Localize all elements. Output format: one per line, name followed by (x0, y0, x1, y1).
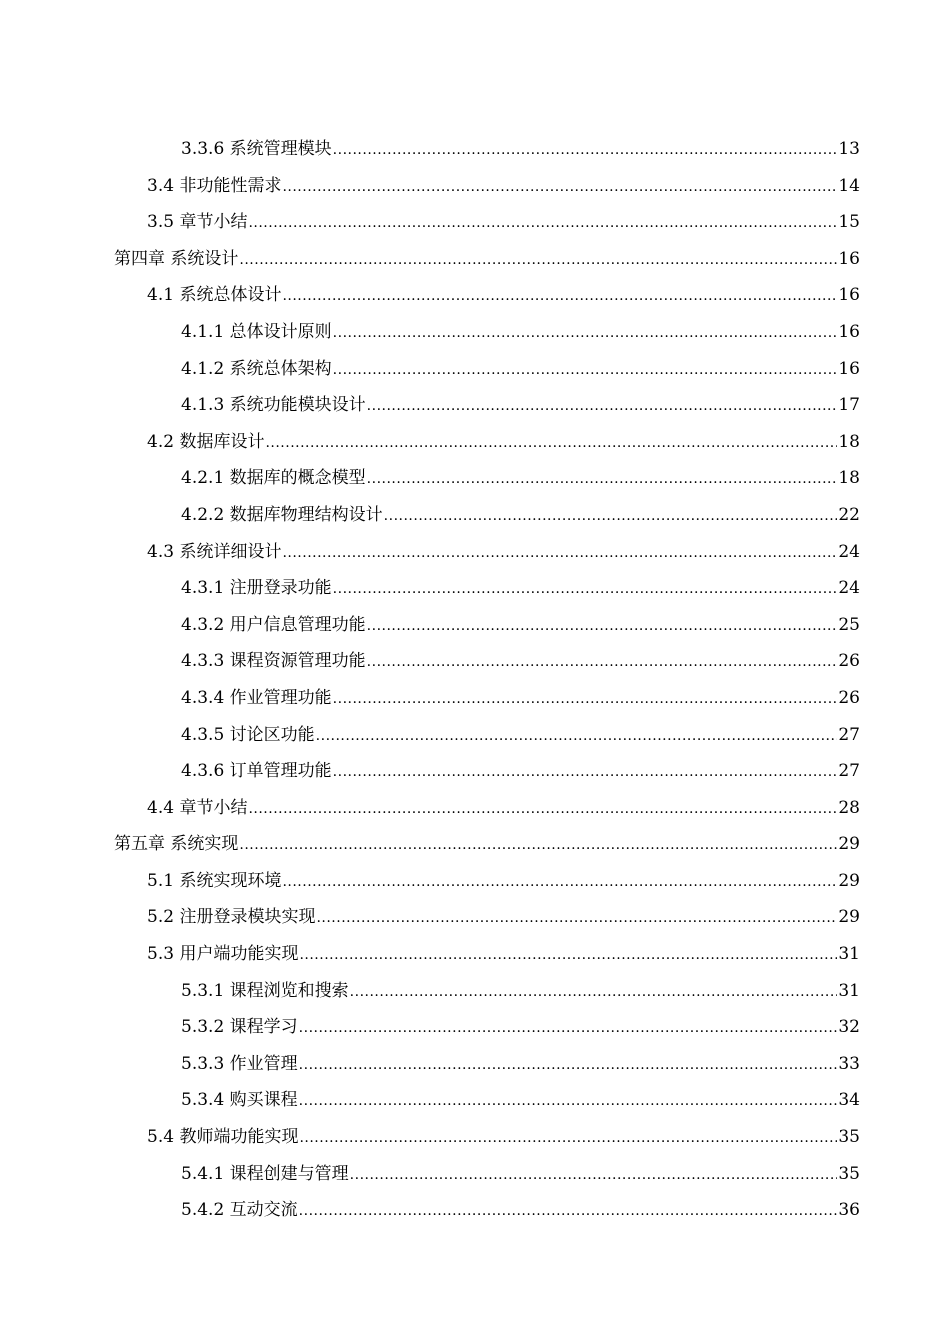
toc-entry[interactable] (114, 241, 860, 278)
toc-entry-title: 5.2 注册登录模块实现 (147, 907, 316, 928)
toc-dot-leader (248, 791, 837, 828)
toc-entry-page-number: 16 (838, 321, 860, 342)
toc-entry[interactable] (114, 351, 860, 388)
toc-entry-title: 第四章 系统设计 (114, 248, 239, 269)
toc-entry-title: 5.3.3 作业管理 (181, 1053, 298, 1074)
toc-entry[interactable] (114, 387, 860, 424)
toc-entry-title: 4.3 系统详细设计 (147, 541, 282, 562)
toc-entry-title: 4.2 数据库设计 (147, 431, 265, 452)
toc-dot-leader (299, 1010, 838, 1047)
toc-entry-title: 4.3.2 用户信息管理功能 (181, 614, 366, 635)
toc-entry-page-number: 24 (838, 578, 860, 599)
toc-entry[interactable] (114, 643, 860, 680)
toc-dot-leader (367, 461, 838, 498)
toc-entry-page-number: 14 (838, 175, 860, 196)
toc-entry-title: 5.4.2 互动交流 (181, 1200, 298, 1221)
toc-entry[interactable] (114, 1119, 860, 1156)
toc-dot-leader (282, 864, 837, 901)
toc-entry[interactable] (114, 204, 860, 241)
toc-entry-title: 4.2.2 数据库物理结构设计 (181, 504, 383, 525)
toc-entry[interactable] (114, 753, 860, 790)
toc-entry-page-number: 24 (838, 541, 860, 562)
toc-entry-page-number: 31 (838, 944, 860, 965)
table-of-contents (114, 131, 860, 1229)
toc-entry[interactable] (114, 534, 860, 571)
toc-entry-page-number: 18 (838, 431, 860, 452)
toc-entry-page-number: 32 (838, 1017, 860, 1038)
toc-dot-leader (239, 827, 837, 864)
toc-entry-title: 5.3.1 课程浏览和搜索 (181, 980, 349, 1001)
toc-entry-title: 4.3.3 课程资源管理功能 (181, 651, 366, 672)
toc-entry[interactable] (114, 570, 860, 607)
toc-dot-leader (299, 1083, 838, 1120)
toc-entry-title: 4.1.2 系统总体架构 (181, 358, 332, 379)
toc-entry[interactable] (114, 131, 860, 168)
toc-entry-page-number: 26 (838, 651, 860, 672)
toc-entry[interactable] (114, 826, 860, 863)
toc-entry-title: 5.4 教师端功能实现 (147, 1127, 299, 1148)
toc-entry[interactable] (114, 899, 860, 936)
toc-dot-leader (333, 681, 838, 718)
toc-entry-page-number: 18 (838, 468, 860, 489)
toc-entry[interactable] (114, 1156, 860, 1193)
toc-dot-leader (350, 1157, 838, 1194)
toc-entry-title: 第五章 系统实现 (114, 834, 239, 855)
toc-entry[interactable] (114, 863, 860, 900)
toc-entry-title: 3.4 非功能性需求 (147, 175, 282, 196)
toc-dot-leader (316, 718, 838, 755)
toc-entry[interactable] (114, 424, 860, 461)
toc-entry-title: 5.3.4 购买课程 (181, 1090, 298, 1111)
toc-entry[interactable] (114, 277, 860, 314)
toc-entry-page-number: 16 (838, 285, 860, 306)
toc-entry-page-number: 16 (838, 358, 860, 379)
toc-dot-leader (282, 278, 837, 315)
toc-dot-leader (333, 315, 838, 352)
toc-entry-title: 4.2.1 数据库的概念模型 (181, 468, 366, 489)
toc-entry-title: 5.3 用户端功能实现 (147, 944, 299, 965)
toc-entry[interactable] (114, 460, 860, 497)
toc-dot-leader (316, 900, 837, 937)
toc-entry[interactable] (114, 168, 860, 205)
toc-dot-leader (367, 388, 838, 425)
toc-dot-leader (333, 132, 838, 169)
toc-entry-page-number: 36 (838, 1200, 860, 1221)
toc-entry-page-number: 29 (838, 834, 860, 855)
toc-dot-leader (282, 535, 837, 572)
toc-entry-title: 5.3.2 课程学习 (181, 1017, 298, 1038)
toc-dot-leader (299, 1120, 837, 1157)
toc-dot-leader (367, 644, 838, 681)
toc-entry-page-number: 22 (838, 504, 860, 525)
toc-entry-title: 4.1.1 总体设计原则 (181, 321, 332, 342)
toc-entry[interactable] (114, 1192, 860, 1229)
toc-entry-title: 4.3.5 讨论区功能 (181, 724, 315, 745)
toc-entry-page-number: 35 (838, 1127, 860, 1148)
toc-entry-page-number: 27 (838, 761, 860, 782)
toc-entry[interactable] (114, 1082, 860, 1119)
toc-dot-leader (350, 974, 838, 1011)
toc-entry[interactable] (114, 936, 860, 973)
toc-entry-page-number: 33 (838, 1053, 860, 1074)
toc-entry-page-number: 31 (838, 980, 860, 1001)
toc-entry-title: 4.3.1 注册登录功能 (181, 578, 332, 599)
toc-entry-page-number: 27 (838, 724, 860, 745)
toc-dot-leader (299, 1047, 838, 1084)
toc-entry[interactable] (114, 1009, 860, 1046)
toc-entry-title: 4.3.4 作业管理功能 (181, 687, 332, 708)
toc-dot-leader (333, 754, 838, 791)
toc-entry[interactable] (114, 973, 860, 1010)
toc-entry[interactable] (114, 717, 860, 754)
toc-dot-leader (384, 498, 838, 535)
toc-entry-page-number: 26 (838, 687, 860, 708)
toc-entry-page-number: 34 (838, 1090, 860, 1111)
toc-entry[interactable] (114, 680, 860, 717)
toc-entry-page-number: 15 (838, 212, 860, 233)
toc-entry-title: 5.1 系统实现环境 (147, 870, 282, 891)
toc-entry-page-number: 16 (838, 248, 860, 269)
toc-dot-leader (282, 169, 837, 206)
toc-entry[interactable] (114, 497, 860, 534)
toc-dot-leader (239, 242, 837, 279)
toc-dot-leader (333, 571, 838, 608)
toc-entry-page-number: 28 (838, 797, 860, 818)
toc-dot-leader (299, 1193, 838, 1230)
toc-entry-title: 4.4 章节小结 (147, 797, 248, 818)
toc-dot-leader (299, 937, 837, 974)
toc-entry[interactable] (114, 314, 860, 351)
toc-entry-title: 3.3.6 系统管理模块 (181, 139, 332, 159)
toc-entry-page-number: 35 (838, 1163, 860, 1184)
toc-dot-leader (248, 205, 837, 242)
toc-dot-leader (333, 352, 838, 389)
toc-entry-title: 4.1 系统总体设计 (147, 285, 282, 306)
toc-entry-page-number: 13 (838, 139, 860, 159)
toc-dot-leader (265, 425, 837, 462)
toc-entry[interactable] (114, 790, 860, 827)
toc-entry-page-number: 25 (838, 614, 860, 635)
toc-entry[interactable] (114, 1046, 860, 1083)
toc-entry-page-number: 29 (838, 907, 860, 928)
toc-entry-page-number: 29 (838, 870, 860, 891)
toc-entry-title: 3.5 章节小结 (147, 212, 248, 233)
toc-entry-title: 4.1.3 系统功能模块设计 (181, 395, 366, 416)
toc-entry-page-number: 17 (838, 395, 860, 416)
toc-entry-title: 5.4.1 课程创建与管理 (181, 1163, 349, 1184)
toc-entry[interactable] (114, 607, 860, 644)
toc-entry-title: 4.3.6 订单管理功能 (181, 761, 332, 782)
toc-dot-leader (367, 608, 838, 645)
